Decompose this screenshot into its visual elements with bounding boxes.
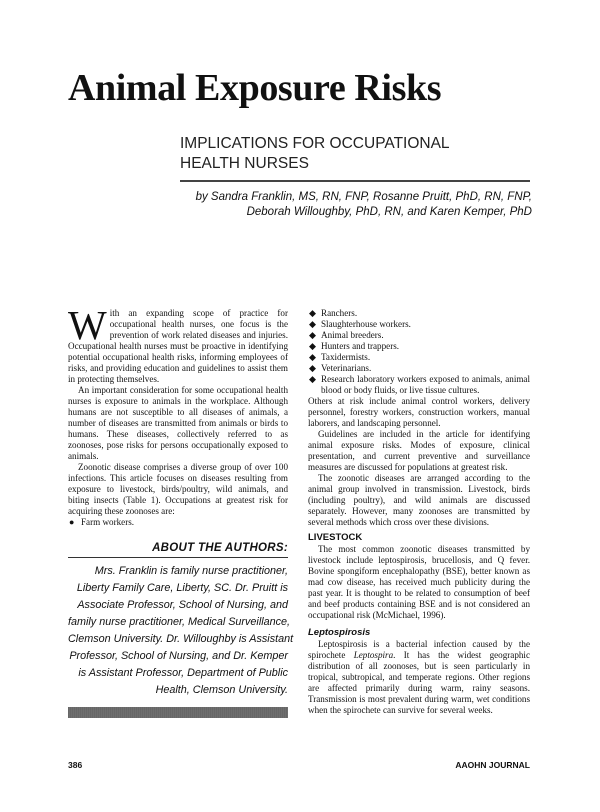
bullet-icon: ◆: [309, 341, 316, 351]
subtitle-line: HEALTH NURSES: [180, 155, 309, 172]
body-paragraph: The zoonotic diseases are arranged according to the animal group involved in transmission. Livestock, birds (including poultry), and wild animals are discussed separately. However, many zoonoses are transmitted by several methods which cross over these divisions.: [308, 473, 530, 527]
subsection-heading-leptospirosis: Leptospirosis: [308, 627, 371, 638]
list-item: ◆ Hunters and trappers.: [309, 341, 400, 351]
about-line: Liberty Family Care, Liberty, SC. Dr. Pruitt is: [76, 582, 288, 594]
bullet-icon: ◆: [309, 352, 316, 362]
list-item: ◆ Slaughterhouse workers.: [309, 319, 411, 329]
occupation-list: [68, 517, 288, 528]
about-line: family nurse practitioner, Medical Surveillance,: [68, 616, 291, 628]
body-paragraph: Zoonotic disease comprises a diverse group of over 100 infections. This article focuses on diseases resulting from exposure to livestock, birds/poultry, wild animals, and biting insects (Table 1). Occupations at greatest risk for acquiring these zoonoses are:: [68, 462, 288, 516]
list-item: ◆ Research laboratory workers exposed to animals, animal blood or body fluids, or live tissue cultures.: [309, 374, 530, 395]
page-number: 386: [68, 760, 83, 770]
bullet-icon: ◆: [309, 363, 316, 373]
right-column: [308, 308, 530, 756]
bullet-icon: ◆: [309, 374, 316, 384]
drop-cap: W: [68, 308, 107, 348]
bullet-icon: ◆: [309, 308, 316, 318]
about-divider: [68, 557, 288, 558]
list-item: ● Farm workers.: [69, 517, 135, 527]
article-subtitle: [180, 134, 450, 174]
about-line: is Assistant Professor, Department of Public: [78, 667, 288, 679]
about-line: Professor, School of Nursing, and Dr. Kemper: [69, 650, 288, 662]
section-heading-livestock: LIVESTOCK: [308, 532, 363, 543]
body-paragraph: The most common zoonotic diseases transmitted by livestock include leptospirosis, brucellosis, and Q fever. Bovine spongiform encephalopathy (BSE), better known as mad cow disease, has received much publicity during the past year. It is thought to be related to consumption of beef and beef products containing BSE and is not considered an occupational risk (McMichael, 1996).: [308, 544, 530, 620]
intro-text: ith an expanding scope of practice for occupational health nurses, one focus is the prevention of work related diseases and injuries. Occupational health nurses must be proactive in identifying potential occupational health risks, informing employees of risks, and providing education and guidelines to assist them in protecting themselves.: [68, 308, 288, 384]
subtitle-line: IMPLICATIONS FOR OCCUPATIONAL: [180, 135, 450, 152]
about-line: Associate Professor, School of Nursing, and: [77, 599, 288, 611]
decorative-bar: [68, 707, 288, 718]
list-item: ◆ Veterinarians.: [309, 363, 372, 373]
author-line: Deborah Willoughby, PhD, RN, and Karen Kemper, PhD: [246, 206, 532, 218]
body-paragraph: Others at risk include animal control workers, delivery personnel, forestry workers, construction workers, manual laborers, and landscaping personnel.: [308, 396, 530, 428]
about-line: Health, Clemson University.: [155, 684, 288, 696]
body-paragraph: Guidelines are included in the article for identifying animal exposure risks. Modes of exposure, clinical presentation, and current preventive and surveillance measures are discussed for populations at greatest risk.: [308, 429, 530, 472]
list-item: ◆ Animal breeders.: [309, 330, 384, 340]
author-line: by Sandra Franklin, MS, RN, FNP, Rosanne Pruitt, PhD, RN, FNP,: [195, 191, 532, 203]
author-byline: [196, 190, 532, 220]
about-authors-text: [68, 563, 294, 699]
article-title: Animal Exposure Risks: [68, 67, 442, 109]
bullet-icon: ◆: [309, 330, 316, 340]
bullet-icon: ●: [69, 517, 75, 527]
bullet-icon: ◆: [309, 319, 316, 329]
subtitle-divider: [180, 180, 530, 182]
about-line: Clemson University. Dr. Willoughby is Assistant: [68, 633, 294, 645]
intro-paragraph: [68, 308, 288, 385]
journal-name: AAOHN JOURNAL: [455, 760, 530, 770]
body-paragraph: Leptospirosis is a bacterial infection caused by the spirochete Leptospira. It has the widest geographic distribution of all zoonoses, but is seen particularly in tropical, subtropical, and temperate regions. Other regions are affected primarily during warm, rainy seasons. Transmission is most prevalent during warm, wet conditions when the spirochete can survive for several weeks.: [308, 639, 530, 715]
list-item: ◆ Ranchers.: [309, 308, 358, 318]
list-item: ◆ Taxidermists.: [309, 352, 371, 362]
occupation-list-continued: [308, 308, 530, 396]
genus-name: Leptospira: [353, 650, 394, 660]
body-paragraph: An important consideration for some occupational health nurses is exposure to animals in the workplace. Although humans are not susceptible to all diseases of animals, a number of diseases are transmitted from animals or birds to humans. These diseases, collectively referred to as zoonoses, pose risks for persons occupationally exposed to animals.: [68, 385, 288, 461]
about-authors-heading: ABOUT THE AUTHORS:: [152, 542, 288, 554]
about-line: Mrs. Franklin is family nurse practitioner,: [94, 565, 288, 577]
left-column: [68, 308, 288, 528]
